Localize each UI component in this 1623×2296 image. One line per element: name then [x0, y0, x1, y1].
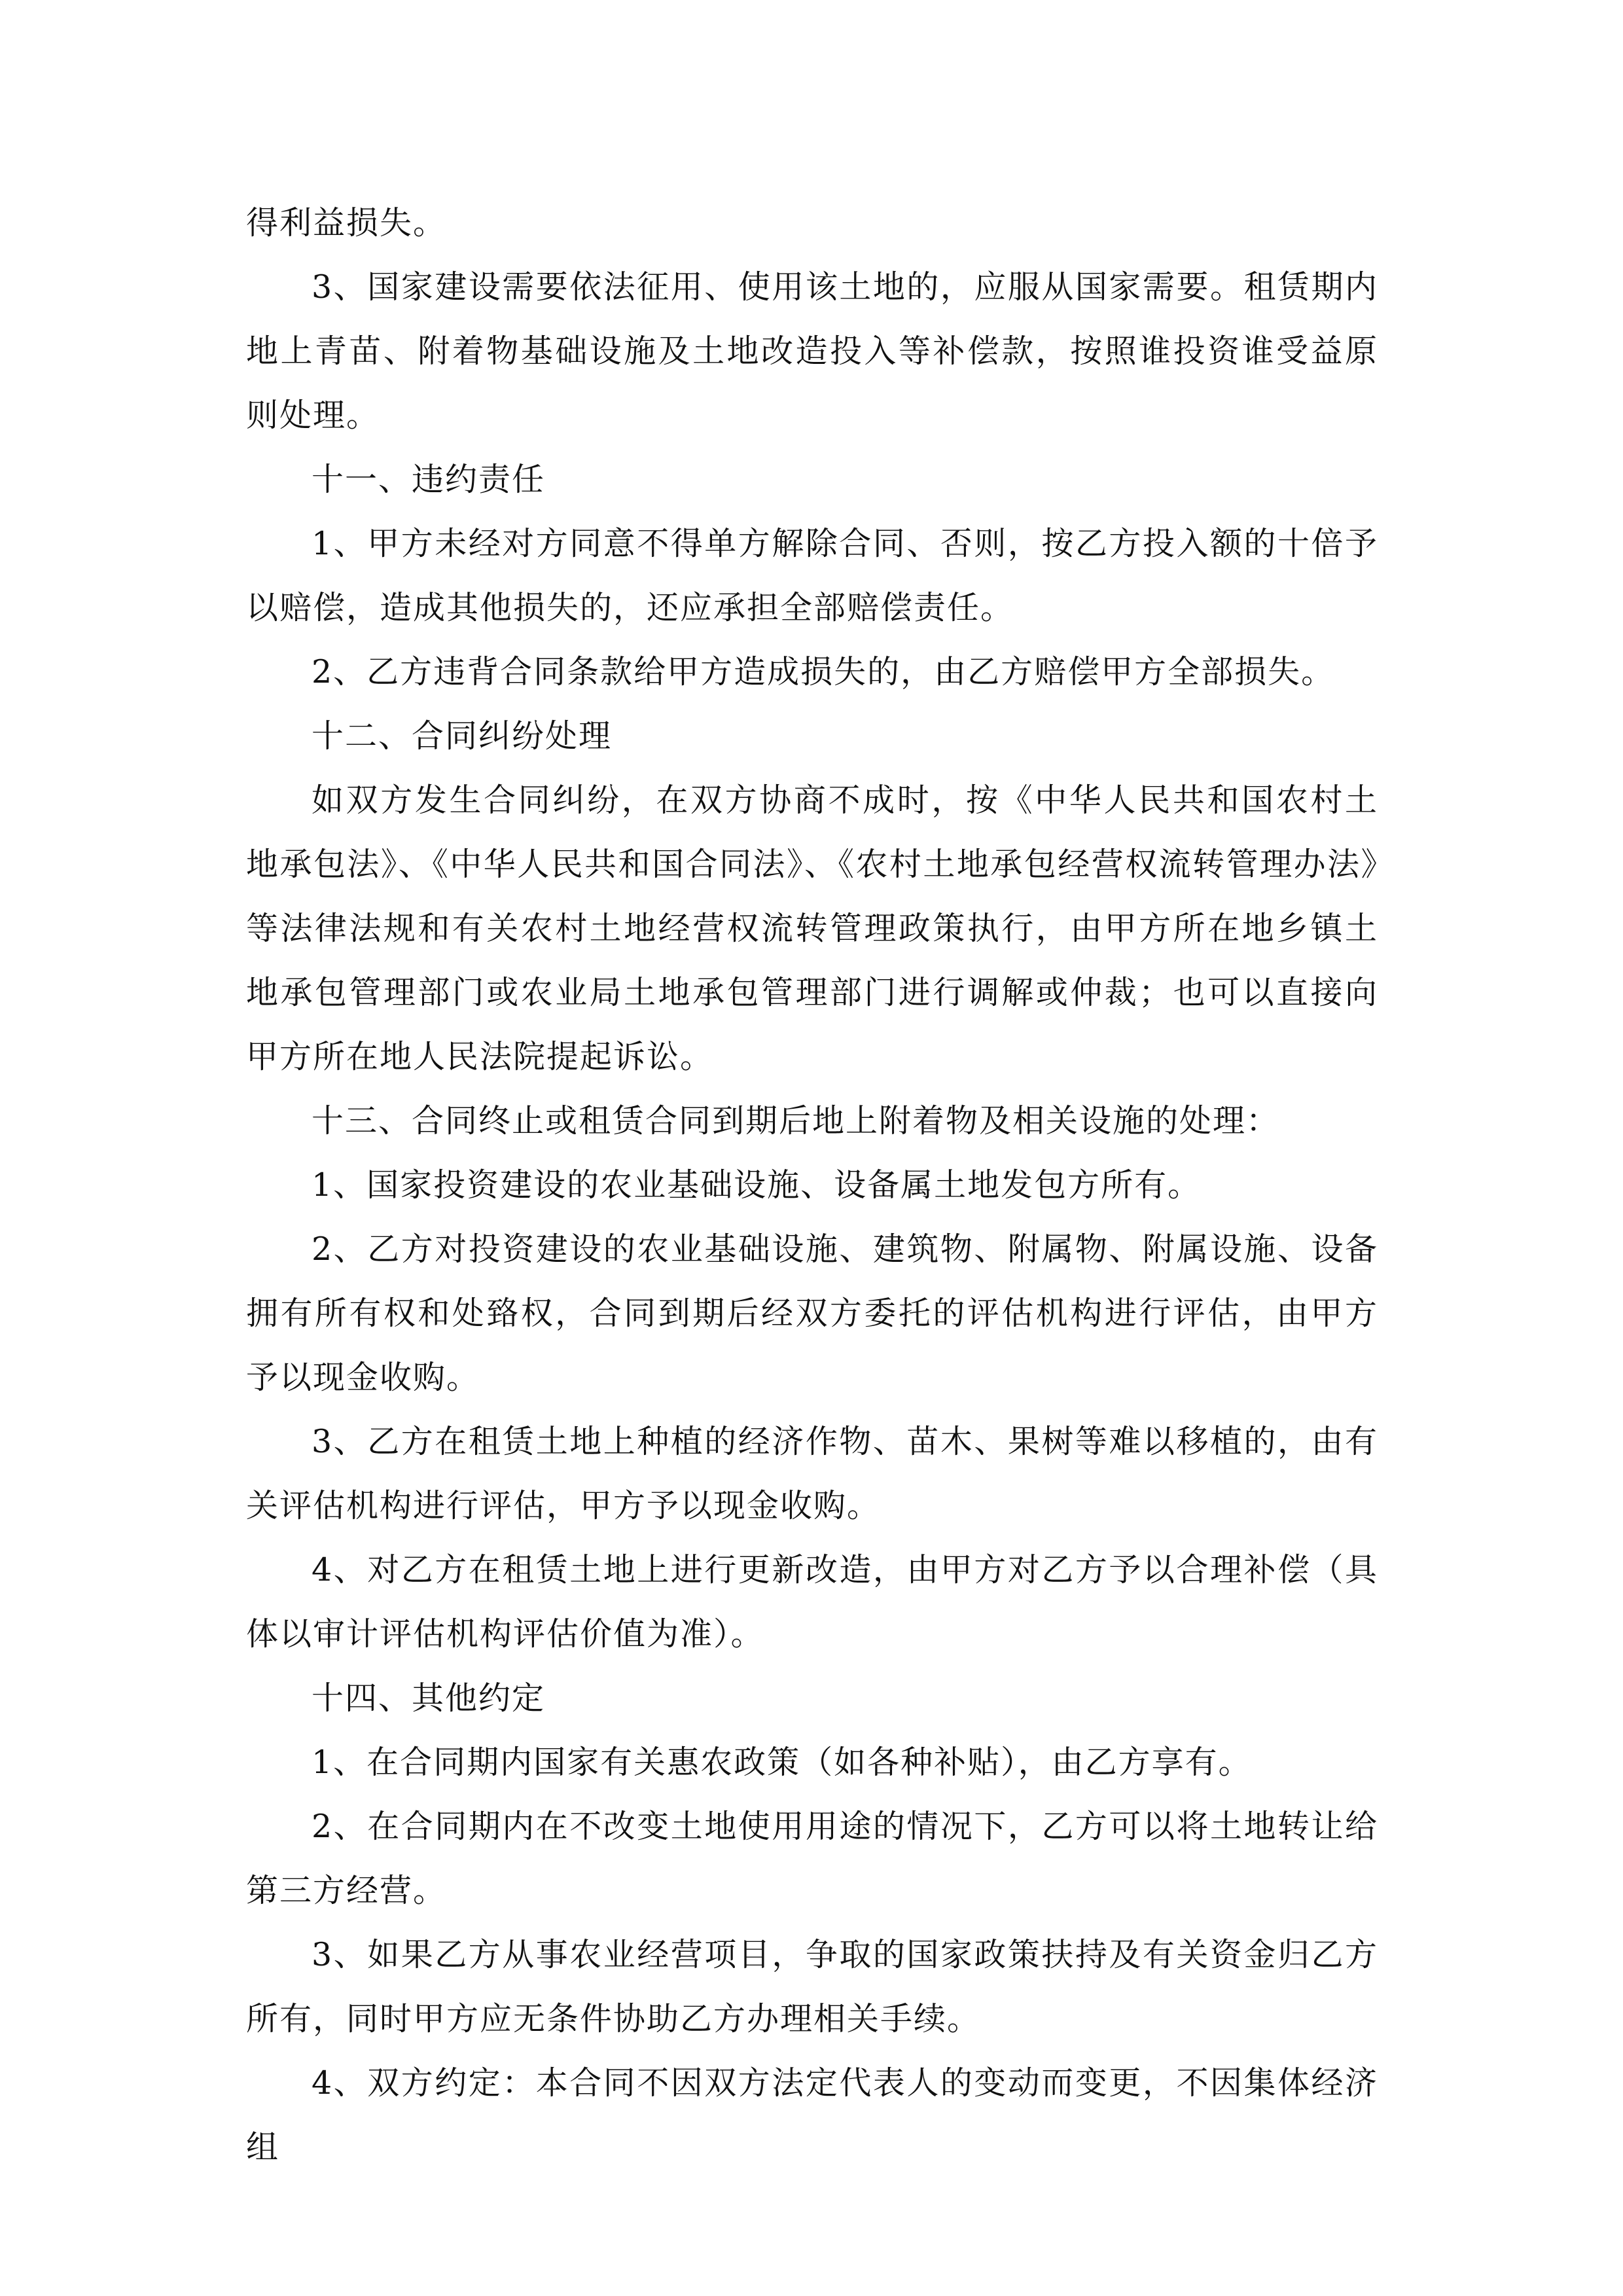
section-heading-12: 十二、合同纠纷处理 [312, 717, 613, 755]
clause-10-3: 3、国家建设需要依法征用、使用该土地的，应服从国家需要。租赁期内地上青苗、附着物基础设施及土地改造投入等补偿款，按照谁投资谁受益原则处理。 [246, 268, 1378, 434]
clause-12-body: 如双方发生合同纠纷，在双方协商不成时，按《中华人民共和国农村土地承包法》、《中华人民共和国合同法》、《农村土地承包经营权流转管理办法》等法律法规和有关农村土地经营权流转管理政策执行，由甲方所在地乡镇土地承包管理部门或农业局土地承包管理部门进行调解或仲裁；也可以直接向甲方所在地人民法院提起诉讼。 [246, 781, 1378, 1075]
clause-14-1: 1、在合同期内国家有关惠农政策（如各种补贴），由乙方享有。 [312, 1744, 1252, 1781]
clause-13-3: 3、乙方在租赁土地上种植的经济作物、苗木、果树等难以移植的，由有关评估机构进行评估，甲方予以现金收购。 [246, 1423, 1378, 1524]
section-heading-14: 十四、其他约定 [312, 1679, 546, 1717]
clause-14-2: 2、在合同期内在不改变土地使用用途的情况下，乙方可以将土地转让给第三方经营。 [246, 1808, 1378, 1909]
section-heading-11: 十一、违约责任 [312, 461, 546, 498]
document-body [246, 191, 1378, 2179]
clause-13-1: 1、国家投资建设的农业基础设施、设备属土地发包方所有。 [312, 1166, 1202, 1204]
clause-13-2: 2、乙方对投资建设的农业基础设施、建筑物、附属物、附属设施、设备拥有所有权和处臵权，合同到期后经双方委托的评估机构进行评估，由甲方予以现金收购。 [246, 1230, 1378, 1396]
clause-14-3: 3、如果乙方从事农业经营项目，争取的国家政策扶持及有关资金归乙方所有，同时甲方应无条件协助乙方办理相关手续。 [246, 1936, 1378, 2037]
clause-13-4: 4、对乙方在租赁土地上进行更新改造，由甲方对乙方予以合理补偿（具体以审计评估机构评估价值为准）。 [246, 1551, 1378, 1653]
paragraph-continuation: 得利益损失。 [246, 204, 447, 242]
section-heading-13: 十三、合同终止或租赁合同到期后地上附着物及相关设施的处理： [312, 1102, 1280, 1139]
clause-11-2: 2、乙方违背合同条款给甲方造成损失的，由乙方赔偿甲方全部损失。 [312, 653, 1335, 691]
clause-11-1: 1、甲方未经对方同意不得单方解除合同、否则，按乙方投入额的十倍予以赔偿，造成其他损失的，还应承担全部赔偿责任。 [246, 525, 1378, 626]
clause-14-4: 4、双方约定：本合同不因双方法定代表人的变动而变更，不因集体经济组 [246, 2064, 1378, 2166]
